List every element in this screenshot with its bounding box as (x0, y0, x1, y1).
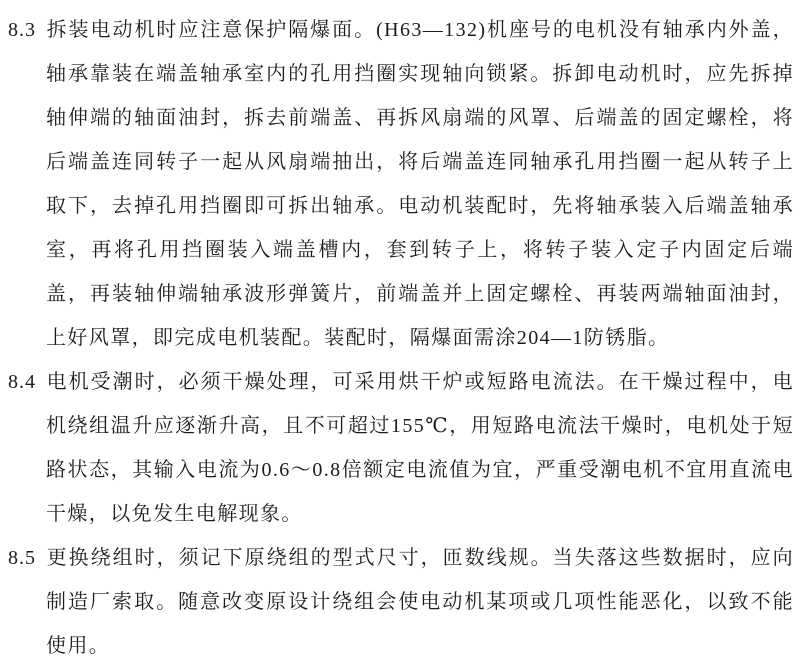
section-8-4-text: 电机受潮时，必须干燥处理，可采用烘干炉或短路电流法。在干燥过程中，电机绕组温升应逐渐升高，且不可超过155℃，用短路电流法干燥时，电机处于短路状态，其输入电流为0.6～0.8倍额定电流值为宜，严重受潮电机不宜用直流电干燥，以免发生电解现象。 (46, 371, 794, 525)
section-8-3-number: 8.3 (8, 19, 36, 41)
section-8-5-number: 8.5 (8, 547, 36, 569)
section-8-4-number: 8.4 (8, 371, 36, 393)
section-8-4-paragraph (8, 360, 794, 536)
section-8-3-paragraph (8, 8, 794, 360)
section-8-5-text: 更换绕组时，须记下原绕组的型式尺寸，匝数线规。当失落这些数据时，应向制造厂索取。随意改变原设计绕组会使电动机某项或几项性能恶化，以致不能使用。 (46, 547, 794, 657)
section-8-5-paragraph (8, 536, 794, 668)
section-8-3-text: 拆装电动机时应注意保护隔爆面。(H63—132)机座号的电机没有轴承内外盖，轴承靠装在端盖轴承室内的孔用挡圈实现轴向锁紧。拆卸电动机时，应先拆掉轴伸端的轴面油封，拆去前端盖、再拆风扇端的风罩、后端盖的固定螺栓，将后端盖连同转子一起从风扇端抽出，将后端盖连同轴承孔用挡圈一起从转子上取下，去掉孔用挡圈即可拆出轴承。电动机装配时，先将轴承装入后端盖轴承室，再将孔用挡圈装入端盖槽内，套到转子上，将转子装入定子内固定后端盖，再装轴伸端轴承波形弹簧片，前端盖并上固定螺栓、再装两端轴面油封，上好风罩，即完成电机装配。装配时，隔爆面需涂204—1防锈脂。 (46, 19, 794, 349)
